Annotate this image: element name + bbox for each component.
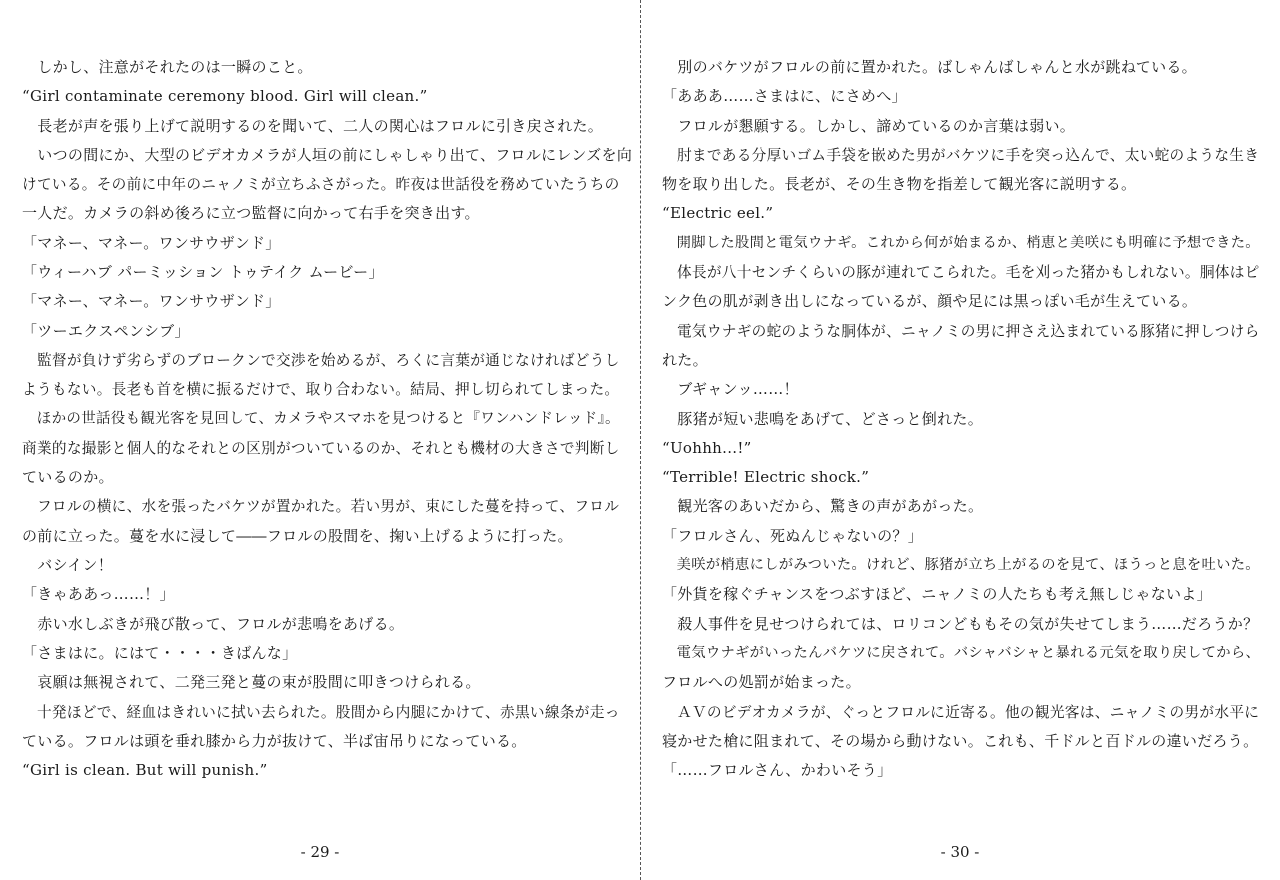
text-line: 赤い水しぶきが飛び散って、フロルが悲鳴をあげる。 [22, 614, 405, 633]
text-line: 「マネー、マネー。ワンサウザンド」 [22, 233, 281, 252]
text-line: 商業的な撮影と個人的なそれとの区別がついているのか、それとも機材の大きさで判断し [22, 439, 620, 457]
text-line: けている。その前に中年のニャノミが立ちふさがった。昨夜は世話役を務めていたうちの [22, 176, 620, 194]
text-line: フロルの横に、水を張ったバケツが置かれた。若い男が、束にした蔓を持って、フロル [22, 498, 620, 516]
text-line: 電気ウナギがいったんバケツに戻されて。バシャバシャと暴れる元気を取り戻してから、 [662, 644, 1261, 661]
text-line: “Uohhh...!” [662, 438, 752, 457]
text-line: 「あああ……さまはに、にさめへ」 [662, 87, 907, 106]
text-line: ほかの世話役も観光客を見回して、カメラやスマホを見つけると『ワンハンドレッド』。 [22, 410, 620, 427]
text-line: “Terrible! Electric shock.” [662, 468, 870, 487]
page-number: - 29 - [300, 843, 340, 861]
text-line: 豚猪が短い悲鳴をあげて、どさっと倒れた。 [662, 409, 984, 428]
text-line: フロルへの処罰が始まった。 [662, 673, 861, 692]
text-line: 電気ウナギの蛇のような胴体が、ニャノミの男に押さえ込まれている豚猪に押しつけら [662, 322, 1260, 340]
text-line: 体長が八十センチくらいの豚が連れてこられた。毛を刈った猪かもしれない。胴体はピ [662, 264, 1260, 282]
text-line: 開脚した股間と電気ウナギ。これから何が始まるか、梢恵と美咲にも明確に予想できた。 [662, 234, 1260, 251]
text-line: しかし、注意がそれたのは一瞬のこと。 [22, 58, 313, 76]
text-line: 「マネー、マネー。ワンサウザンド」 [22, 292, 281, 311]
text-line: 哀願は無視されて、二発三発と蔓の束が股間に叩きつけられる。 [22, 673, 481, 692]
text-line: ようもない。長老も首を横に振るだけで、取り合わない。結局、押し切られてしまった。 [22, 381, 620, 399]
text-line: “Electric eel.” [662, 204, 774, 223]
text-line: 「さまはに。にはて・・・・きばんな」 [22, 643, 298, 662]
text-line: 別のバケツがフロルの前に置かれた。ばしゃんばしゃんと水が跳ねている。 [662, 58, 1197, 76]
text-line: 美咲が梢恵にしがみついた。けれど、豚猪が立ち上がるのを見て、ほうっと息を吐いた。 [662, 557, 1260, 574]
text-line: れた。 [662, 350, 708, 369]
text-line: 殺人事件を見せつけられては、ロリコンどももその気が失せてしまう……だろうか？ [662, 614, 1259, 633]
left-page-text [22, 53, 632, 785]
text-line: 寝かせた槍に阻まれて、その場から動けない。これも、千ドルと百ドルの違いだろう。 [662, 731, 1259, 750]
text-line: 肘まである分厚いゴム手袋を嵌めた男がバケツに手を突っ込んで、太い蛇のような生き [662, 146, 1260, 164]
text-line: ンク色の肌が剥き出しになっているが、顔や足には黒っぽい毛が生えている。 [662, 292, 1198, 311]
text-line: 長老が声を張り上げて説明するのを聞いて、二人の関心はフロルに引き戻された。 [22, 116, 604, 135]
text-line: “Girl is clean. But will punish.” [22, 761, 268, 780]
text-line: フロルが懇願する。しかし、諦めているのか言葉は弱い。 [662, 116, 1076, 135]
right-page [640, 0, 1280, 880]
page-number: - 30 - [940, 843, 980, 861]
right-page-text [662, 53, 1272, 785]
text-line: 十発ほどで、経血はきれいに拭い去られた。股間から内腿にかけて、赤黒い線条が走っ [22, 703, 620, 721]
text-line: 監督が負けず劣らずのブロークンで交渉を始めるが、ろくに言葉が通じなければどうし [22, 351, 620, 369]
text-line: “Girl contaminate ceremony blood. Girl will clean.” [22, 87, 428, 106]
text-line: 一人だ。カメラの斜め後ろに立つ監督に向かって右手を突き出す。 [22, 204, 480, 223]
text-line: いつの間にか、大型のビデオカメラが人垣の前にしゃしゃり出て、フロルにレンズを向 [22, 145, 633, 164]
text-line: 物を取り出した。長老が、その生き物を指差して観光客に説明する。 [662, 175, 1137, 194]
text-line: 「ツーエクスペンシブ」 [22, 321, 190, 340]
text-line: ブギャンッ……！ [662, 380, 799, 399]
text-line: 「外貨を稼ぐチャンスをつぶすほど、ニャノミの人たちも考え無しじゃないよ」 [662, 585, 1212, 604]
text-line: 「……フロルさん、かわいそう」 [662, 761, 893, 780]
text-line: 「ウィーハブ パーミッション トゥテイク ムービー」 [22, 263, 384, 282]
text-line: ているのか。 [22, 468, 114, 487]
text-line: バシイン！ [22, 556, 114, 575]
text-line: ＡＶのビデオカメラが、ぐっとフロルに近寄る。他の観光客は、ニャノミの男が水平に [662, 703, 1260, 721]
text-line: 「きゃああっ……！」 [22, 585, 175, 604]
text-line: 観光客のあいだから、驚きの声があがった。 [662, 497, 984, 516]
text-line: の前に立った。蔓を水に浸して――フロルの股間を、掬い上げるように打った。 [22, 526, 573, 545]
text-line: ている。フロルは頭を垂れ膝から力が抜けて、半ば宙吊りになっている。 [22, 731, 527, 750]
text-line: 「フロルさん、死ぬんじゃないの？」 [662, 526, 924, 545]
